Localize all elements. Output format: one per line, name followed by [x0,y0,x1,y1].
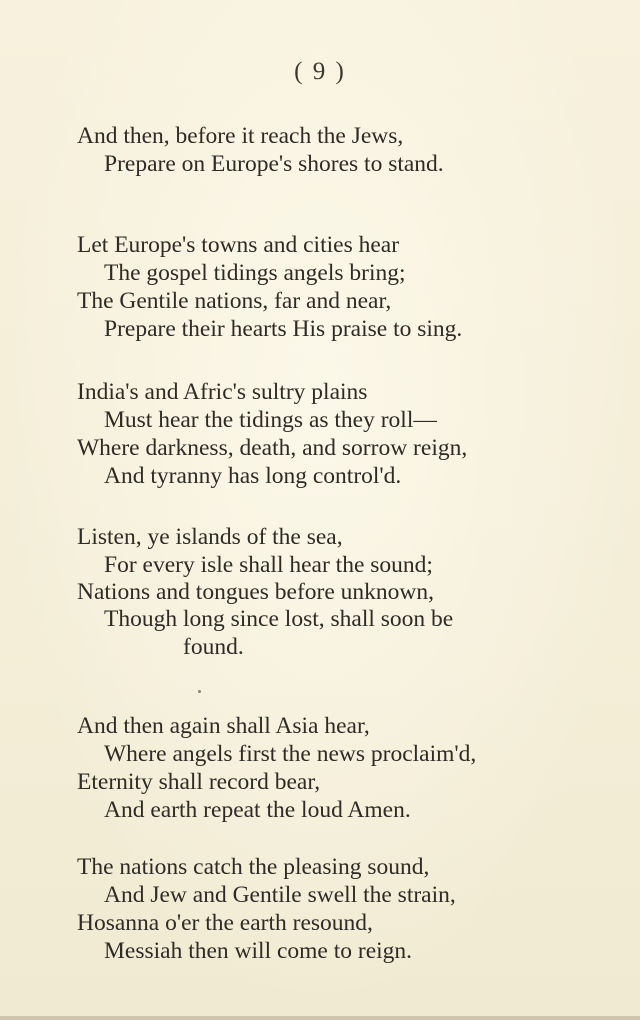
ink-speck [198,690,201,693]
verse-line: Where darkness, death, and sorrow reign, [77,435,468,461]
verse-line: Prepare on Europe's shores to stand. [104,151,444,177]
verse-line: Messiah then will come to reign. [104,938,413,964]
verse-line: India's and Afric's sultry plains [77,379,368,405]
verse-line: Eternity shall record bear, [77,769,321,795]
verse-line: Prepare their hearts His praise to sing. [104,316,463,342]
verse-line: And then, before it reach the Jews, [77,123,404,149]
page-number: ( 9 ) [294,58,346,85]
verse-line: Nations and tongues before unknown, [77,579,434,605]
verse-line: The gospel tidings angels bring; [104,260,406,286]
verse-line: And Jew and Gentile swell the strain, [104,882,456,908]
verse-line: And then again shall Asia hear, [77,713,370,739]
verse-line: Hosanna o'er the earth resound, [77,910,373,936]
verse-line: The Gentile nations, far and near, [77,288,392,314]
verse-line: And tyranny has long control'd. [104,463,402,489]
verse-line: found. [183,634,244,660]
verse-line: Though long since lost, shall soon be [104,606,454,632]
verse-line: Let Europe's towns and cities hear [77,232,400,258]
verse-line: Listen, ye islands of the sea, [77,524,343,550]
verse-line: Must hear the tidings as they roll— [104,407,437,433]
verse-line: And earth repeat the loud Amen. [104,797,411,823]
verse-line: Where angels first the news proclaim'd, [104,741,477,767]
page-bottom-edge [0,1016,640,1020]
verse-line: The nations catch the pleasing sound, [77,854,430,880]
verse-line: For every isle shall hear the sound; [104,552,433,578]
